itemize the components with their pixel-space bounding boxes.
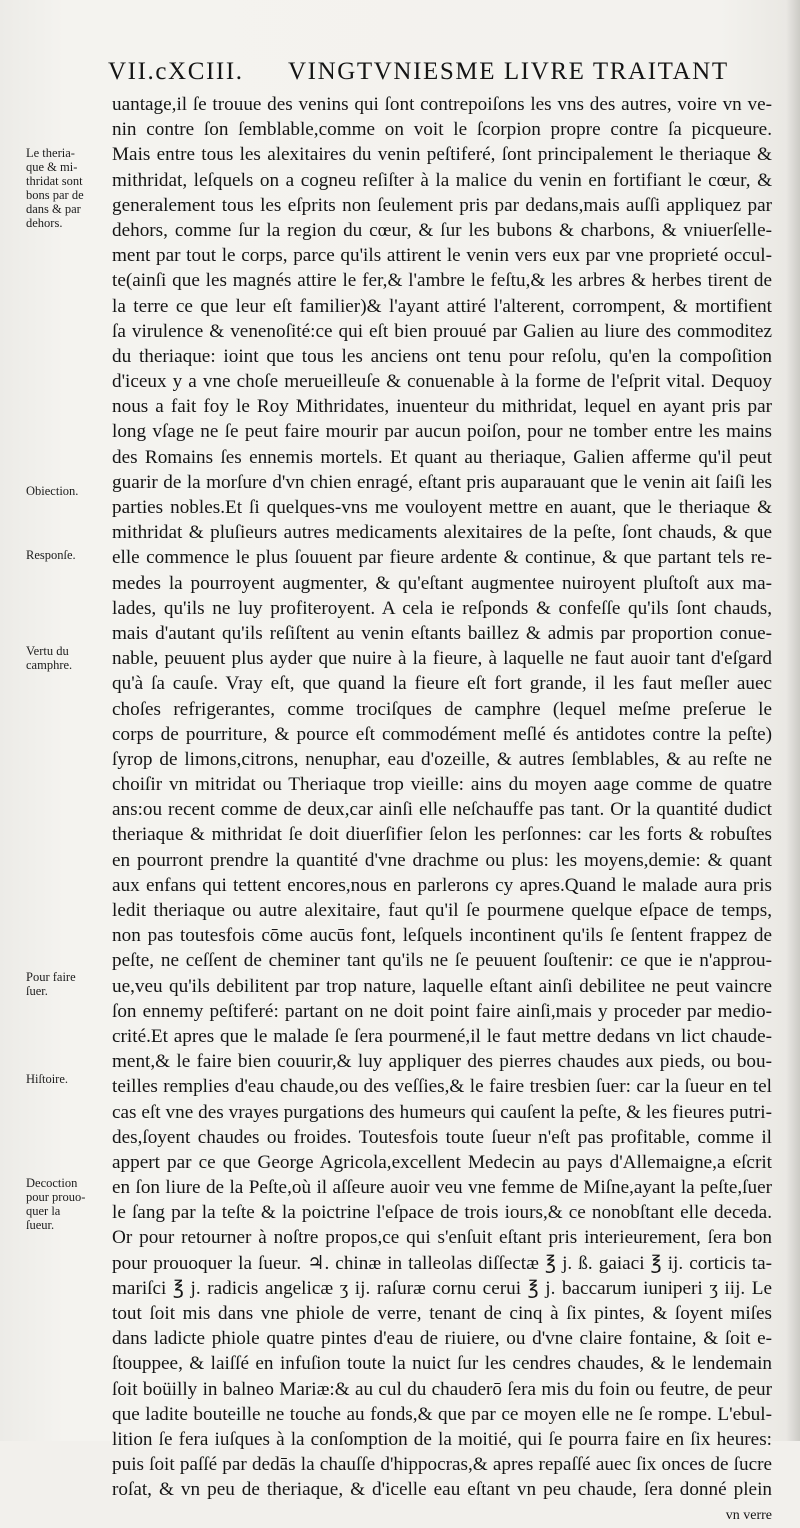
- text-line: Or pour retourner à noſtre propos,ce qui s'enſuit eſtant pris interieurement, ſera bon: [112, 1227, 772, 1249]
- margin-note-theriaque: Le theria- que & mi- thridat sont bons par de dans & par dehors.: [26, 146, 84, 230]
- text-line: choiſir vn mitridat ou Theriaque trop vieille: ains du moyen aage comme de quatre: [112, 774, 772, 796]
- body-text: [112, 92, 772, 1528]
- folio-number: VII.cXCIII.: [108, 58, 244, 85]
- margin-note-decoction: Decoction pour prouo- quer la ſueur.: [26, 1176, 86, 1232]
- page-edge-shadow: [786, 0, 800, 1441]
- text-line: corps de pourriture, & pource eſt commodément meſlé és antidotes contre la peſte): [112, 723, 772, 745]
- text-line: d'iceux y a vne choſe merueilleuſe & conuenable à la forme de l'eſprit vital. Dequoy: [112, 371, 772, 393]
- text-line: generalement tous les eſprits non ſeulement pris par dedans,mais auſſi appliquez par: [112, 194, 772, 216]
- text-line: cas eſt vne des vrayes purgations des humeurs qui cauſent la peſte, & les fieures putri-: [112, 1101, 772, 1123]
- text-line: ſtouppee, & laiſſé en infuſion toute la nuict ſur les cendres chaudes, & le lendemain: [112, 1353, 772, 1375]
- text-line: lition ſe fera iuſques à la conſomption de la moitié, qui ſe pourra faire en ſix heures:: [112, 1428, 772, 1450]
- text-line: Mais entre tous les alexitaires du venin peſtiferé, ſont principalement le theriaque &: [112, 144, 772, 166]
- text-line: ment,& le faire bien couurir,& luy appliquer des pierres chaudes aux pieds, ou bou-: [112, 1051, 772, 1073]
- text-line: choſes refrigerantes, comme trociſques de camphre (lequel meſme preſerue le: [112, 698, 772, 720]
- running-head: [108, 58, 788, 92]
- text-line: ſon ennemy peſtiferé: partant on ne doit point faire ainſi,mais y proceder par medio-: [112, 1000, 772, 1022]
- text-line: ment par tout le corps, parce qu'ils attirent le venin vers eux par vne proprieté occul-: [112, 245, 772, 267]
- text-line: ans:ou recent comme de deux,car ainſi elle neſchauffe pas tant. Or la quantité dudict: [112, 799, 772, 821]
- margin-note-suer: Pour faire ſuer.: [26, 970, 76, 998]
- text-line: en ſon liure de la Peſte,où il aſſeure auoir veu vne femme de Miſne,ayant la peſte,ſuer: [112, 1177, 772, 1199]
- text-line: ſoit boüilly in balneo Mariæ:& au cul du chauderō ſera mis du foin ou feutre, de peur: [112, 1378, 772, 1400]
- text-line: ledit theriaque ou autre alexitaire, faut qu'il ſe pourmene quelque eſpace de temps,: [112, 900, 772, 921]
- text-line: elle commence le plus ſouuent par fieure ardente & continue, & que partant tels re-: [112, 547, 772, 569]
- text-line: ue,veu qu'ils debilitent par trop nature, laquelle eſtant ainſi debilitee ne peut vaincre: [112, 975, 772, 997]
- text-line: theriaque & mithridat ſe doit diuerſifier ſelon les perſonnes: car les forts & robuſtes: [112, 824, 772, 846]
- text-line: tout ſoit mis dans vne phiole de verre, tenant de cinq à ſix pintes, & ſoyent miſes: [112, 1303, 772, 1324]
- text-line: nin contre ſon ſemblable,comme on voit le ſcorpion propre contre ſa picqueure.: [112, 119, 772, 141]
- text-line: crité.Et apres que le malade ſe ſera pourmené,il le faut mettre dedans vn lict chaude-: [112, 1025, 772, 1047]
- text-line: lades, qu'ils ne luy profiteroyent. A cela ie reſponds & confeſſe qu'ils ſont chauds,: [112, 597, 772, 619]
- text-line: uantage,il ſe trouue des venins qui ſont contrepoiſons les vns des autres, voire vn ve-: [112, 94, 772, 115]
- text-line: la terre ce que leur eſt familier)& l'ayant attiré l'alterent, corrompent, & mortifient: [112, 295, 772, 317]
- margin-note-camphre: Vertu du camphre.: [26, 644, 73, 672]
- margin-note-obiection: Obiection.: [26, 484, 79, 498]
- text-line: vn verre: [725, 1507, 772, 1523]
- margin-note-histoire: Hiſtoire.: [26, 1072, 69, 1086]
- text-line: te(ainſi que les magnés attire le fer,& l'ambre le feſtu,& les arbres & herbes tirent de: [112, 270, 772, 292]
- text-line: en pourront prendre la quantité d'vne drachme ou plus: les moyens,demie: & quant: [112, 849, 772, 871]
- text-line: ſyrop de limons,citrons, nenuphar, eau d'ozeille, & autres ſemblables, & au reſte ne: [112, 748, 772, 770]
- text-line: guarir de la morſure d'vn chien enragé, eſtant pris auparauant que le venin ait ſaiſi les: [112, 471, 772, 493]
- running-title: VINGTVNIESME LIVRE TRAITANT: [288, 58, 729, 85]
- margin-note-responce: Responſe.: [26, 548, 76, 562]
- text-line: long vſage ne ſe peut faire mourir par aucun poiſon, pour ne tomber entre les mains: [112, 421, 772, 443]
- text-line: teilles remplies d'eau chaude,ou des veſſies,& le faire tresbien ſuer: car la ſueur en tel: [112, 1076, 772, 1098]
- text-line: mariſci ℥ j. radicis angelicæ ʒ ij. raſuræ cornu cerui ℥ j. baccarum iuniperi ʒ iij. Le: [112, 1277, 772, 1299]
- text-line: appert par ce que George Agricola,excellent Medecin au pays d'Allemaigne,a eſcrit: [112, 1151, 772, 1173]
- text-line: pour prouoquer la ſueur. ♃. chinæ in talleolas diſſectæ ℥ j. ß. gaiaci ℥ ij. corticis ta-: [112, 1252, 772, 1274]
- text-line: puis ſoit paſſé par dedās la chauſſe d'hippocras,& apres repaſſé auec ſix onces de ſucre: [112, 1454, 772, 1476]
- text-line: aux enfans qui tettent encores,nous en parlerons cy apres.Quand le malade aura pris: [112, 874, 772, 896]
- text-line: du theriaque: ioint que tous les anciens ont tenu pour reſolu, qu'en la compoſition: [112, 345, 772, 367]
- text-line: medes la pourroyent augmenter, & qu'eſtant augmentee nuiroyent pluſtoſt aux ma-: [112, 572, 772, 594]
- text-line: peſte, ne ceſſent de cheminer tant qu'ils ne ſe peuuent ſouſtenir: ce que ie n'approu-: [112, 950, 772, 972]
- text-line: nous a fait foy le Roy Mithridates, inuenteur du mithridat, lequel en ayant pris par: [112, 396, 772, 418]
- text-line: mithridat, leſquels on a cogneu reſiſter à la malice du venin en fortifiant le cœur, &: [112, 169, 772, 191]
- text-line: dehors, comme ſur la region du cœur, & ſur les bubons & charbons, & vniuerſelle-: [112, 219, 772, 241]
- text-line: parties nobles.Et ſi quelques-vns me vouloyent mettre en auant, que le theriaque &: [112, 497, 772, 518]
- text-line: qu'à ſa cauſe. Vray eſt, que quand la fieure eſt fort grande, il les faut meſler auec: [112, 673, 772, 695]
- text-line: des,ſoyent chaudes ou froides. Toutesfois toute ſueur n'eſt pas profitable, comme il: [112, 1126, 772, 1148]
- text-line: mais d'autant qu'ils reſiſtent au venin eſtants baillez & admis par proportion conue-: [112, 622, 772, 644]
- text-line: ſa virulence & venenoſité:ce qui eſt bien prouué par Galien au liure des commoditez: [112, 320, 772, 342]
- text-line: non pas toutesfois cōme aucūs font, leſquels incontinent qu'ils ſe ſentent frappez de: [112, 925, 772, 947]
- text-line: nable, peuuent plus ayder que nuire à la fieure, à laquelle ne faut auoir tant d'eſgard: [112, 648, 772, 670]
- text-line: mithridat & pluſieurs autres medicaments alexitaires de la peſte, ſont chauds, & que: [112, 522, 772, 544]
- text-line: dans ladicte phiole quatre pintes d'eau de riuiere, ou d'vne claire fontaine, & ſoit e-: [112, 1328, 772, 1350]
- text-line: des Romains ſes ennemis mortels. Et quant au theriaque, Galien afferme qu'il peut: [112, 446, 772, 468]
- text-line: le ſang par la teſte & la poictrine l'eſpace de trois iours,& ce nonobſtant elle deceda.: [112, 1202, 772, 1224]
- text-line: roſat, & vn peu de theriaque, & d'icelle eau eſtant vn peu chaude, ſera donné plein: [112, 1479, 772, 1501]
- text-line: que ladite bouteille ne touche au fonds,& que par ce moyen elle ne ſe rompe. L'ebul-: [112, 1403, 772, 1425]
